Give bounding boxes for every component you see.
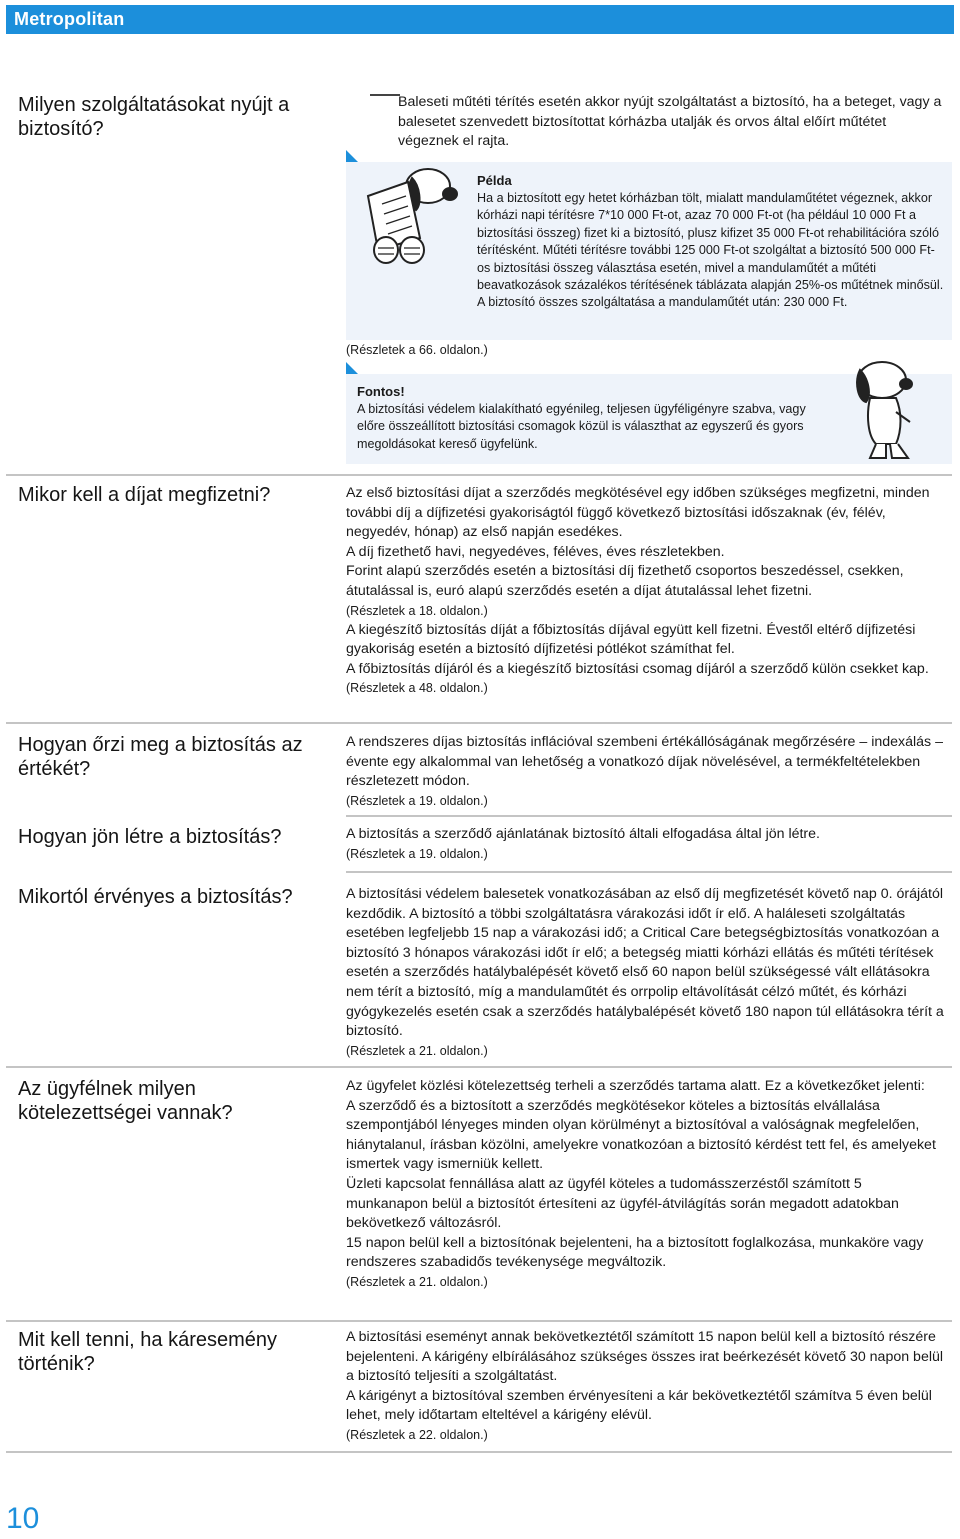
paragraph: A főbiztosítás díjáról és a kiegészítő biztosítási csomag díjáról a szerződő külön csekket kap. (346, 660, 929, 677)
value-preservation-answer (346, 733, 946, 811)
question-creation: Hogyan jön létre a biztosítás? (18, 826, 282, 848)
question-services: Milyen szolgáltatásokat nyújt a biztosító? (18, 94, 290, 140)
question-validity: Mikortól érvényes a biztosítás? (18, 886, 293, 908)
paragraph: A szerződő és a biztosított a szerződés megkötésekor köteles a biztosítás elvállalása szempontjából lényeges minden olyan körülményt a biztosítóval a valóságnak megfelelően, hiánytalanul, írásban közölni, amelyekre vonatkozóan a biztosító kérdést tett fel, és amelyeket ismertek vagy ismerniük kellett. (346, 1097, 936, 1173)
paragraph: Az első biztosítási díjat a szerződés megkötésével egy időben szükséges megfizetni, minden további díj a díjfizetési gyakoriságtól függő következő biztosítási időszaknak (év, félév, negyedév, hónap) az első napján esedékes. (346, 485, 930, 541)
paragraph: A biztosítási eseményt annak bekövetkeztétől számított 15 napon belül kell a biztosító részére bejelenteni. A kárigény elbírálásához szükséges összes irat beérkezését követő 30 napon belül a biztosító teljesíti a szolgáltatást. (346, 1329, 944, 1385)
example-reference: (Részletek a 66. oldalon.) (346, 343, 488, 357)
header-bar (6, 5, 954, 34)
claims-answer (346, 1328, 946, 1445)
creation-answer (346, 825, 946, 864)
obligations-answer (346, 1077, 946, 1292)
reference: (Részletek a 19. oldalon.) (346, 846, 488, 861)
dash-bullet (370, 94, 400, 96)
divider (346, 815, 952, 817)
snoopy-standing-illustration (846, 356, 926, 464)
divider (6, 722, 952, 724)
question-obligations: Az ügyfélnek milyen kötelezettségei vannak? (18, 1078, 233, 1124)
question-value-preservation: Hogyan őrzi meg a biztosítás az értékét? (18, 734, 303, 780)
question-payment: Mikor kell a díjat megfizetni? (18, 484, 271, 506)
paragraph: A kiegészítő biztosítás díját a főbiztosítás díjával együtt kell fizetni. Évestől eltérő díjfizetési gyakoriság esetén a biztosító díjfizetési pótlékot számíthat fel. (346, 621, 916, 658)
blue-corner-marker (346, 150, 358, 162)
question-claims: Mit kell tenni, ha káresemény történik? (18, 1329, 278, 1375)
reference: (Részletek a 18. oldalon.) (346, 603, 488, 618)
snoopy-reading-illustration (356, 164, 466, 270)
paragraph: 15 napon belül kell a biztosítónak bejelenteni, ha a biztosított foglalkozása, munkaköre vagy rendszeres szabadidős tevékenysége megváltozik. (346, 1234, 924, 1271)
services-text: Baleseti műtéti térítés esetén akkor nyújt szolgáltatást a biztosító, ha a beteget, vagy a balesetet szenvedett biztosítottat kórházba utalják és orvos által előírt műtétet végeznek el rajta. (398, 94, 942, 150)
reference: (Részletek a 22. oldalon.) (346, 1427, 488, 1442)
blue-corner-marker (346, 362, 358, 374)
reference: (Részletek a 21. oldalon.) (346, 1274, 488, 1289)
reference: (Részletek a 21. oldalon.) (346, 1043, 488, 1058)
paragraph: Forint alapú szerződés esetén a biztosítási díj fizethető csoportos beszedéssel, csekken, átutalással is, euró alapú szerződés esetén a díjat átutalással lehet fizetni. (346, 563, 904, 599)
example-text: Ha a biztosított egy hetet kórházban tölt, mialatt mandulaműtétet végeznek, akkor kórházi napi térítésre 7*10 000 Ft-ot, azaz 70 000 Ft-ot (ha például 10 000 Ft a biztosítási összeg) fizet ki a biztosító, plusz kifizet 35 000 Ft-ot rehabilitációra szóló térítésként. Műtéti térítésre további 125 000 Ft-ot szolgáltat a biztosító 500 000 Ft-os biztosítási összeg választása esetén, mivel a mandulaműtét a műtéti beavatkozások százalékos térítésének táblázata alapján 25%-os műtétnek minősül. A biztosító összes szolgáltatása a mandulaműtét után: 230 000 Ft. (477, 191, 944, 310)
important-title: Fontos! (357, 384, 405, 399)
paragraph: Üzleti kapcsolat fennállása alatt az ügyfél köteles a tudomásszerzéstől számított 5 munkanapon belül a biztosítót értesíteni az ügyfél-átvilágítás során megadott adatokban bekövetkező változásról. (346, 1175, 899, 1232)
reference: (Részletek a 19. oldalon.) (346, 793, 488, 808)
page-number: 10 (6, 1502, 40, 1535)
validity-answer (346, 885, 946, 1061)
paragraph: A biztosítási védelem balesetek vonatkozásában az első díj megfizetését követő nap 0. órájától kezdődik. A biztosító a többi szolgáltatásra várakozási időt ír elő. A haláleseti szolgáltatás esetében legfeljebb 15 nap a várakozási idő; a Critical Care betegségbiztosítás vonatkozóan a biztosító 3 hónapos várakozási időt ír elő; a betegség miatti kórházi ellátás és műtéti térítések esetén a szerződés hatálybalépését követő első 60 napon belül szükségessé vált ellátásokra nem térít a biztosító, míg a mandulaműtét és orrpolip eltávolítását célzó műtét, és kórházi gyógykezelés esetén csak a szerződés hatálybalépését követő 180 napon túl ellátásokra térít a biztosító. (346, 886, 944, 1040)
brand-name: Metropolitan (14, 9, 125, 29)
paragraph: Az ügyfelet közlési kötelezettség terheli a szerződés tartama alatt. Ez a következőket jelenti: (346, 1078, 925, 1094)
paragraph: A rendszeres díjas biztosítás inflációval szembeni értékállóságának megőrzésére – indexálás – évente egy alkalommal van lehetőség a vonatkozó díjak növelésével, a termékfeltételekben részletezett módon. (346, 734, 943, 790)
paragraph: A kárigényt a biztosítóval szemben érvényesíteni a kár bekövetkeztétől számítva 5 éven belül lehet, mely időtartam elteltével a kárigény elévül. (346, 1387, 932, 1424)
divider (6, 474, 952, 476)
divider (6, 1320, 952, 1322)
paragraph: A biztosítás a szerződő ajánlatának biztosító általi elfogadása által jön létre. (346, 826, 820, 842)
paragraph: A díj fizethető havi, negyedéves, féléves, éves részletekben. (346, 543, 725, 560)
payment-answer (346, 484, 946, 698)
divider (346, 871, 952, 873)
reference: (Részletek a 48. oldalon.) (346, 681, 488, 696)
divider (6, 1451, 952, 1453)
example-title: Példa (477, 173, 512, 188)
important-text: A biztosítási védelem kialakítható egyénileg, teljesen ügyféligényre szabva, vagy előre összeállított biztosítási csomagok közül is választhat az egyszerű és gyors megoldásokat kereső ügyfelünk. (357, 402, 806, 451)
divider (6, 1066, 952, 1068)
